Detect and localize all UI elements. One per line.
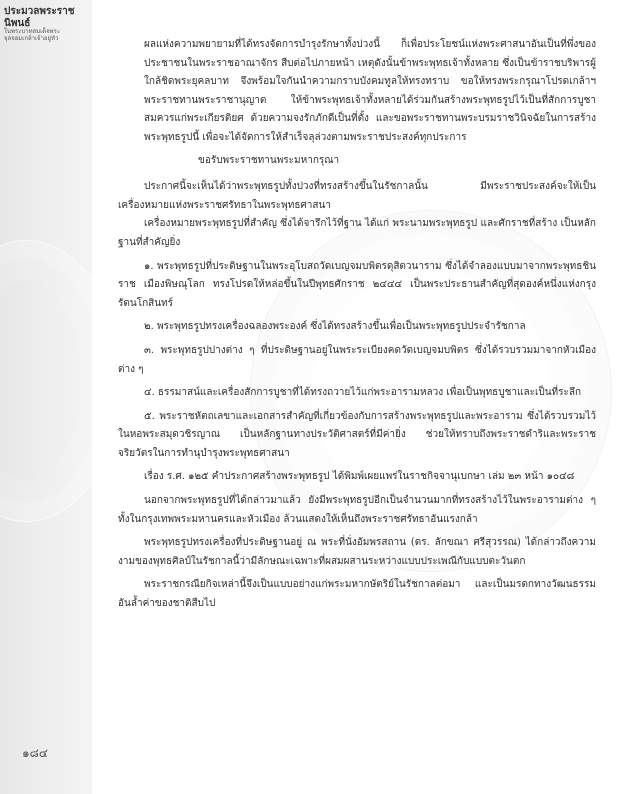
list-item: ๕. พระราชหัตถเลขาและเอกสารสำคัญที่เกี่ยวข้องกับการสร้างพระพุทธรูปและพระอาราม ซึ่งได้รวบรวมไว้ในหอพระสมุดวชิรญาณ เป็นหลักฐานทางประวัติศาสตร์ที่มีค่ายิ่ง ช่วยให้ทราบถึงพระราชดำริและพระราชจริยวัตรในการทำนุบำรุงพระพุทธศาสนา xyxy=(118,410,596,459)
list-item: ๒. พระพุทธรูปทรงเครื่องฉลองพระองค์ ซึ่งได้ทรงสร้างขึ้นเพื่อเป็นพระพุทธรูปประจำรัชกาล xyxy=(144,321,526,333)
page-sidebar xyxy=(0,0,92,794)
footnote-reference: เรื่อง ร.ศ. ๑๒๕ คำประกาศสร้างพระพุทธรูป ได้พิมพ์เผยแพร่ในราชกิจจานุเบกษา เล่ม ๒๓ หน้า ๑๐๔๘ xyxy=(144,471,575,483)
list-item: ๑. พระพุทธรูปที่ประดิษฐานในพระอุโบสถวัดเบญจมบพิตรดุสิตวนาราม ซึ่งได้จำลองแบบมาจากพระพุทธชินราช เมืองพิษณุโลก ทรงโปรดให้หล่อขึ้นในปีพุทธศักราช ๒๔๔๔ เป็นพระประธานสำคัญที่สุดองค์หนึ่งแห่งกรุงรัตนโกสินทร์ xyxy=(118,260,596,309)
body-paragraph: เครื่องหมายพระพุทธรูปที่สำคัญ ซึ่งได้จารึกไว้ที่ฐาน ได้แก่ พระนามพระพุทธรูป และศักราชที่สร้าง เป็นหลักฐานที่สำคัญยิ่ง xyxy=(118,218,596,248)
page-number: ๑๘๔ xyxy=(22,746,48,760)
list-item: ๔. ธรรมาสน์และเครื่องสักการบูชาที่ได้ทรงถวายไว้แก่พระอารามหลวง เพื่อเป็นพุทธบูชาและเป็นที่ระลึก xyxy=(144,387,582,399)
list-item: ๓. พระพุทธรูปปางต่าง ๆ ที่ประดิษฐานอยู่ในพระระเบียงคดวัดเบญจมบพิตร ซึ่งได้รวบรวมมาจากหัวเมืองต่าง ๆ xyxy=(118,344,596,375)
body-paragraph: นอกจากพระพุทธรูปที่ได้กล่าวมาแล้ว ยังมีพระพุทธรูปอีกเป็นจำนวนมากที่ทรงสร้างไว้ในพระอารามต่าง ๆ ทั้งในกรุงเทพพระมหานครและหัวเมือง ล้วนแสดงให้เห็นถึงพระราชศรัทธาอันแรงกล้า xyxy=(118,495,596,525)
running-header-subtitle: ในพระบาทสมเด็จพระจุลจอมเกล้าเจ้าอยู่หัว xyxy=(4,28,61,42)
body-paragraph: พระราชกรณียกิจเหล่านี้จึงเป็นแบบอย่างแก่พระมหากษัตริย์ในรัชกาลต่อมา และเป็นมรดกทางวัฒนธรรมอันล้ำค่าของชาติสืบไป xyxy=(118,579,596,610)
running-header xyxy=(4,6,90,43)
body-paragraph: พระพุทธรูปทรงเครื่องที่ประดิษฐานอยู่ ณ พระที่นั่งอัมพรสถาน (ดร. ลักขณา ศรีสุวรรณ) ได้กล่าวถึงความงามของพุทธศิลป์ในรัชกาลนี้ว่ามีลักษณะเฉพาะที่ผสมผสานระหว่างแบบประเพณีกับแบบตะวันตก xyxy=(118,537,596,567)
body-paragraph: ประกาศนี้จะเห็นได้ว่าพระพุทธรูปทั้งปวงที่ทรงสร้างขึ้นในรัชกาลนั้น มีพระราชประสงค์จะให้เป็นเครื่องหมายแห่งพระราชศรัทธาในพระพุทธศาสนา xyxy=(118,181,596,211)
quoted-petition: ผลแห่งความพยายามที่ได้ทรงจัดการบำรุงรักษาทั้งปวงนี้ ก็เพื่อประโยชน์แห่งพระศาสนาอันเป็นที่พึ่งของประชาชนในพระราชอาณาจักร สืบต่อไปภายหน้า เหตุดังนั้นข้าพระพุทธเจ้าทั้งหลาย ซึ่งเป็นข้าราชบริพารผู้ใกล้ชิดพระยุคลบาท จึงพร้อมใจกันนำความกราบบังคมทูลให้ทรงทราบ ขอให้ทรงพระกรุณาโปรดเกล้าฯ พระราชทานพระราชานุญาต ให้ข้าพระพุทธเจ้าทั้งหลายได้ร่วมกันสร้างพระพุทธรูปไว้เป็นที่สักการบูชา สมควรแก่พระเกียรติยศ ด้วยความจงรักภักดีเป็นที่ตั้ง และขอพระราชทานพระบรมราชวินิจฉัยในการสร้างพระพุทธรูปนี้ เพื่อจะได้จัดการให้สำเร็จลุล่วงตามพระราชประสงค์ทุกประการ xyxy=(144,39,596,143)
running-header-title: ประมวลพระราชนิพนธ์ xyxy=(4,6,75,29)
petition-signature: ขอรับพระราชทานพระมหากรุณา xyxy=(198,154,340,166)
sidebar-ornament xyxy=(0,240,122,522)
page-body xyxy=(118,36,596,614)
